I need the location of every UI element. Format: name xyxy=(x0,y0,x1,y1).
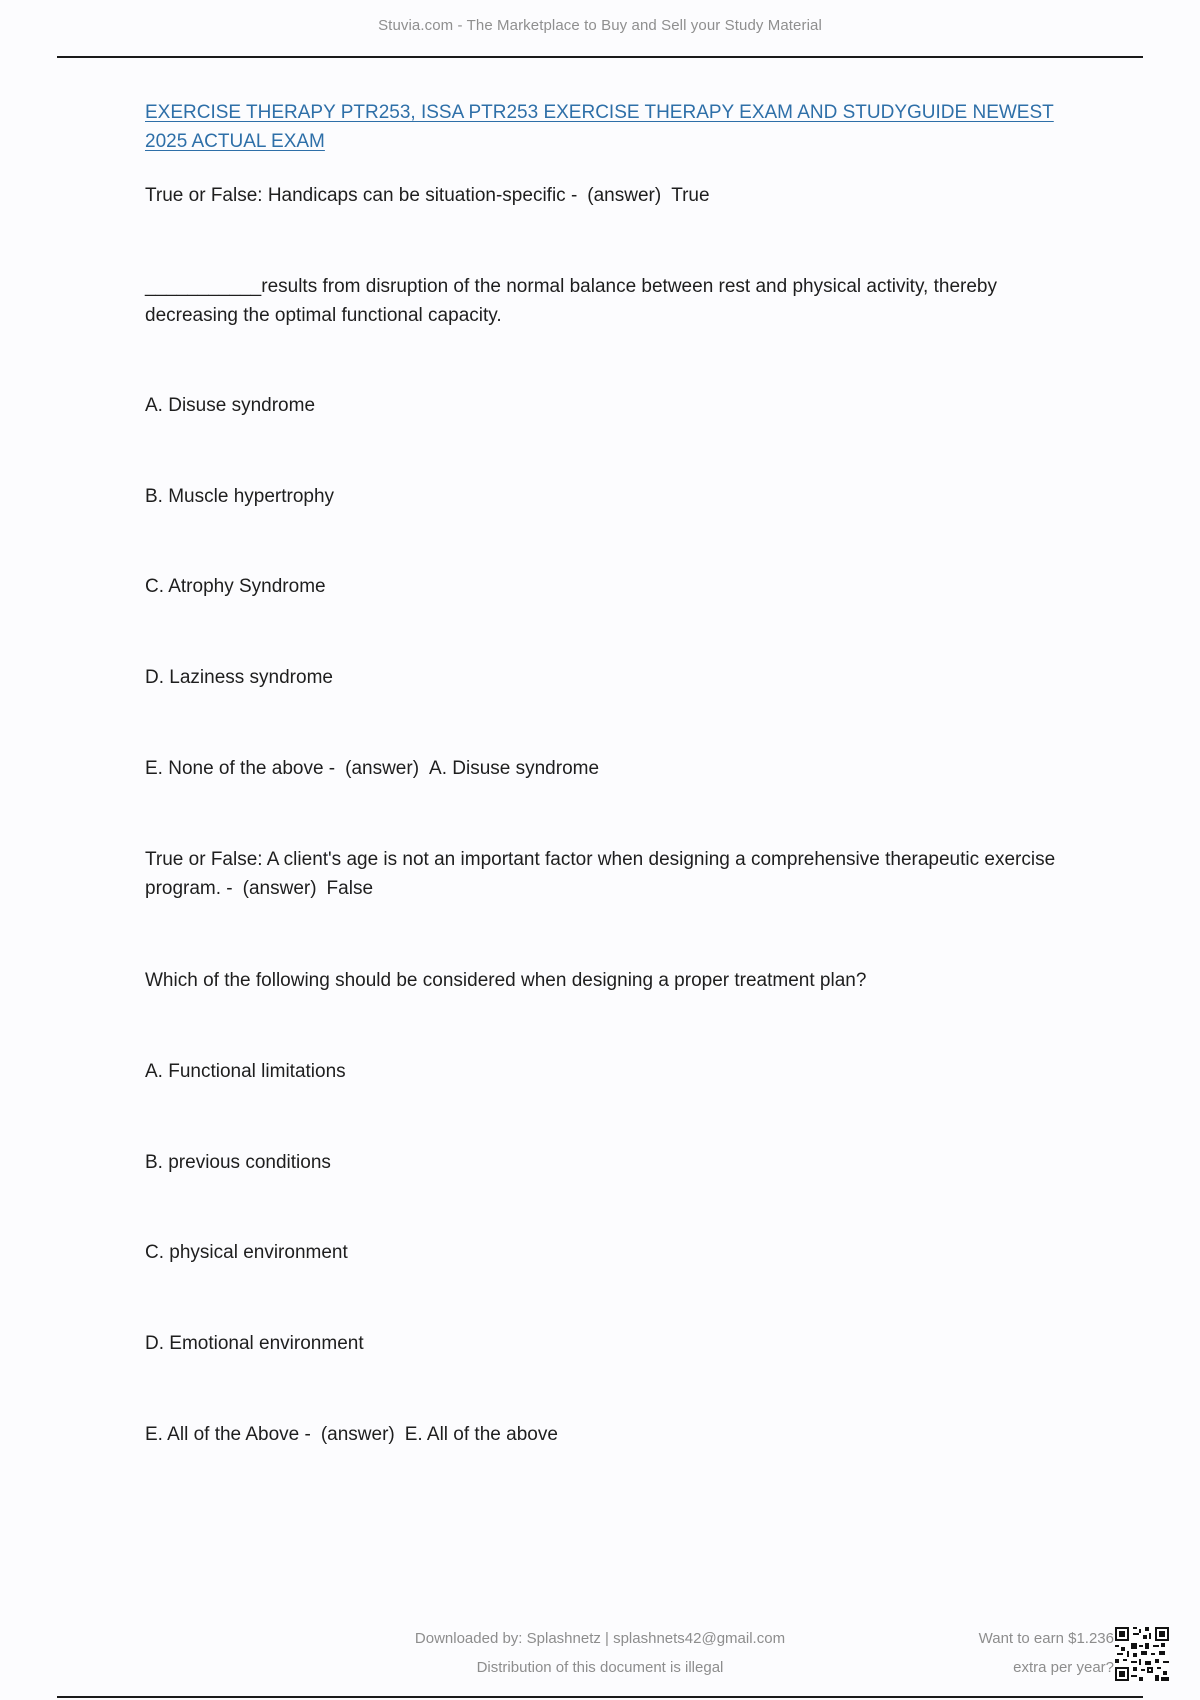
question-4-answer: E. All of the above xyxy=(404,1424,558,1445)
question-4-option-d: D. Emotional environment xyxy=(145,1333,364,1354)
question-2-option-e-text: E. None of the above - xyxy=(145,758,336,779)
header-divider xyxy=(57,56,1143,58)
footer-earn-line-1[interactable]: Want to earn $1.236 xyxy=(978,1630,1114,1647)
question-4-option-e-text: E. All of the Above - xyxy=(145,1424,311,1445)
document-title[interactable]: EXERCISE THERAPY PTR253, ISSA PTR253 EXERCISE THERAPY EXAM AND STUDYGUIDE NEWEST 2025 ACTUAL EXAM xyxy=(145,102,1054,152)
question-1-answer: True xyxy=(671,185,710,206)
question-2-option-a: A. Disuse syndrome xyxy=(145,395,316,416)
footer-earn-line-2[interactable]: extra per year? xyxy=(1013,1659,1114,1676)
question-2-option-b: B. Muscle hypertrophy xyxy=(145,486,335,507)
question-4-option-b: B. previous conditions xyxy=(145,1152,331,1173)
question-4-option-e xyxy=(145,1420,1065,1449)
question-3 xyxy=(145,845,1065,903)
question-4-text: Which of the following should be considered when designing a proper treatment plan? xyxy=(145,970,867,991)
question-3-text: True or False: A client's age is not an important factor when designing a comprehensive therapeutic exercise program. - xyxy=(145,849,1056,899)
question-2-option-d: D. Laziness syndrome xyxy=(145,667,333,688)
footer-divider xyxy=(57,1696,1143,1698)
question-1 xyxy=(145,181,1065,210)
question-3-answer: False xyxy=(326,878,374,899)
question-2-answer: A. Disuse syndrome xyxy=(429,758,600,779)
question-3-answer-label: (answer) xyxy=(242,878,317,899)
question-2-option-c: C. Atrophy Syndrome xyxy=(145,576,326,597)
question-2-option-e xyxy=(145,754,1065,783)
qr-code-icon[interactable] xyxy=(1115,1627,1169,1681)
question-2-answer-label: (answer) xyxy=(345,758,420,779)
question-2-text: ___________results from disruption of the normal balance between rest and physical activity, thereby decreasing the optimal functional capacity. xyxy=(145,276,997,326)
question-4-answer-label: (answer) xyxy=(320,1424,395,1445)
question-1-text: True or False: Handicaps can be situation-specific - xyxy=(145,185,578,206)
footer-distribution-notice: Distribution of this document is illegal xyxy=(476,1659,724,1676)
question-1-answer-label: (answer) xyxy=(587,185,662,206)
site-header: Stuvia.com - The Marketplace to Buy and Sell your Study Material xyxy=(378,17,822,34)
question-4-option-c: C. physical environment xyxy=(145,1242,348,1263)
question-4-option-a: A. Functional limitations xyxy=(145,1061,346,1082)
footer-downloaded-by: Downloaded by: Splashnetz | splashnets42@gmail.com xyxy=(414,1630,786,1647)
